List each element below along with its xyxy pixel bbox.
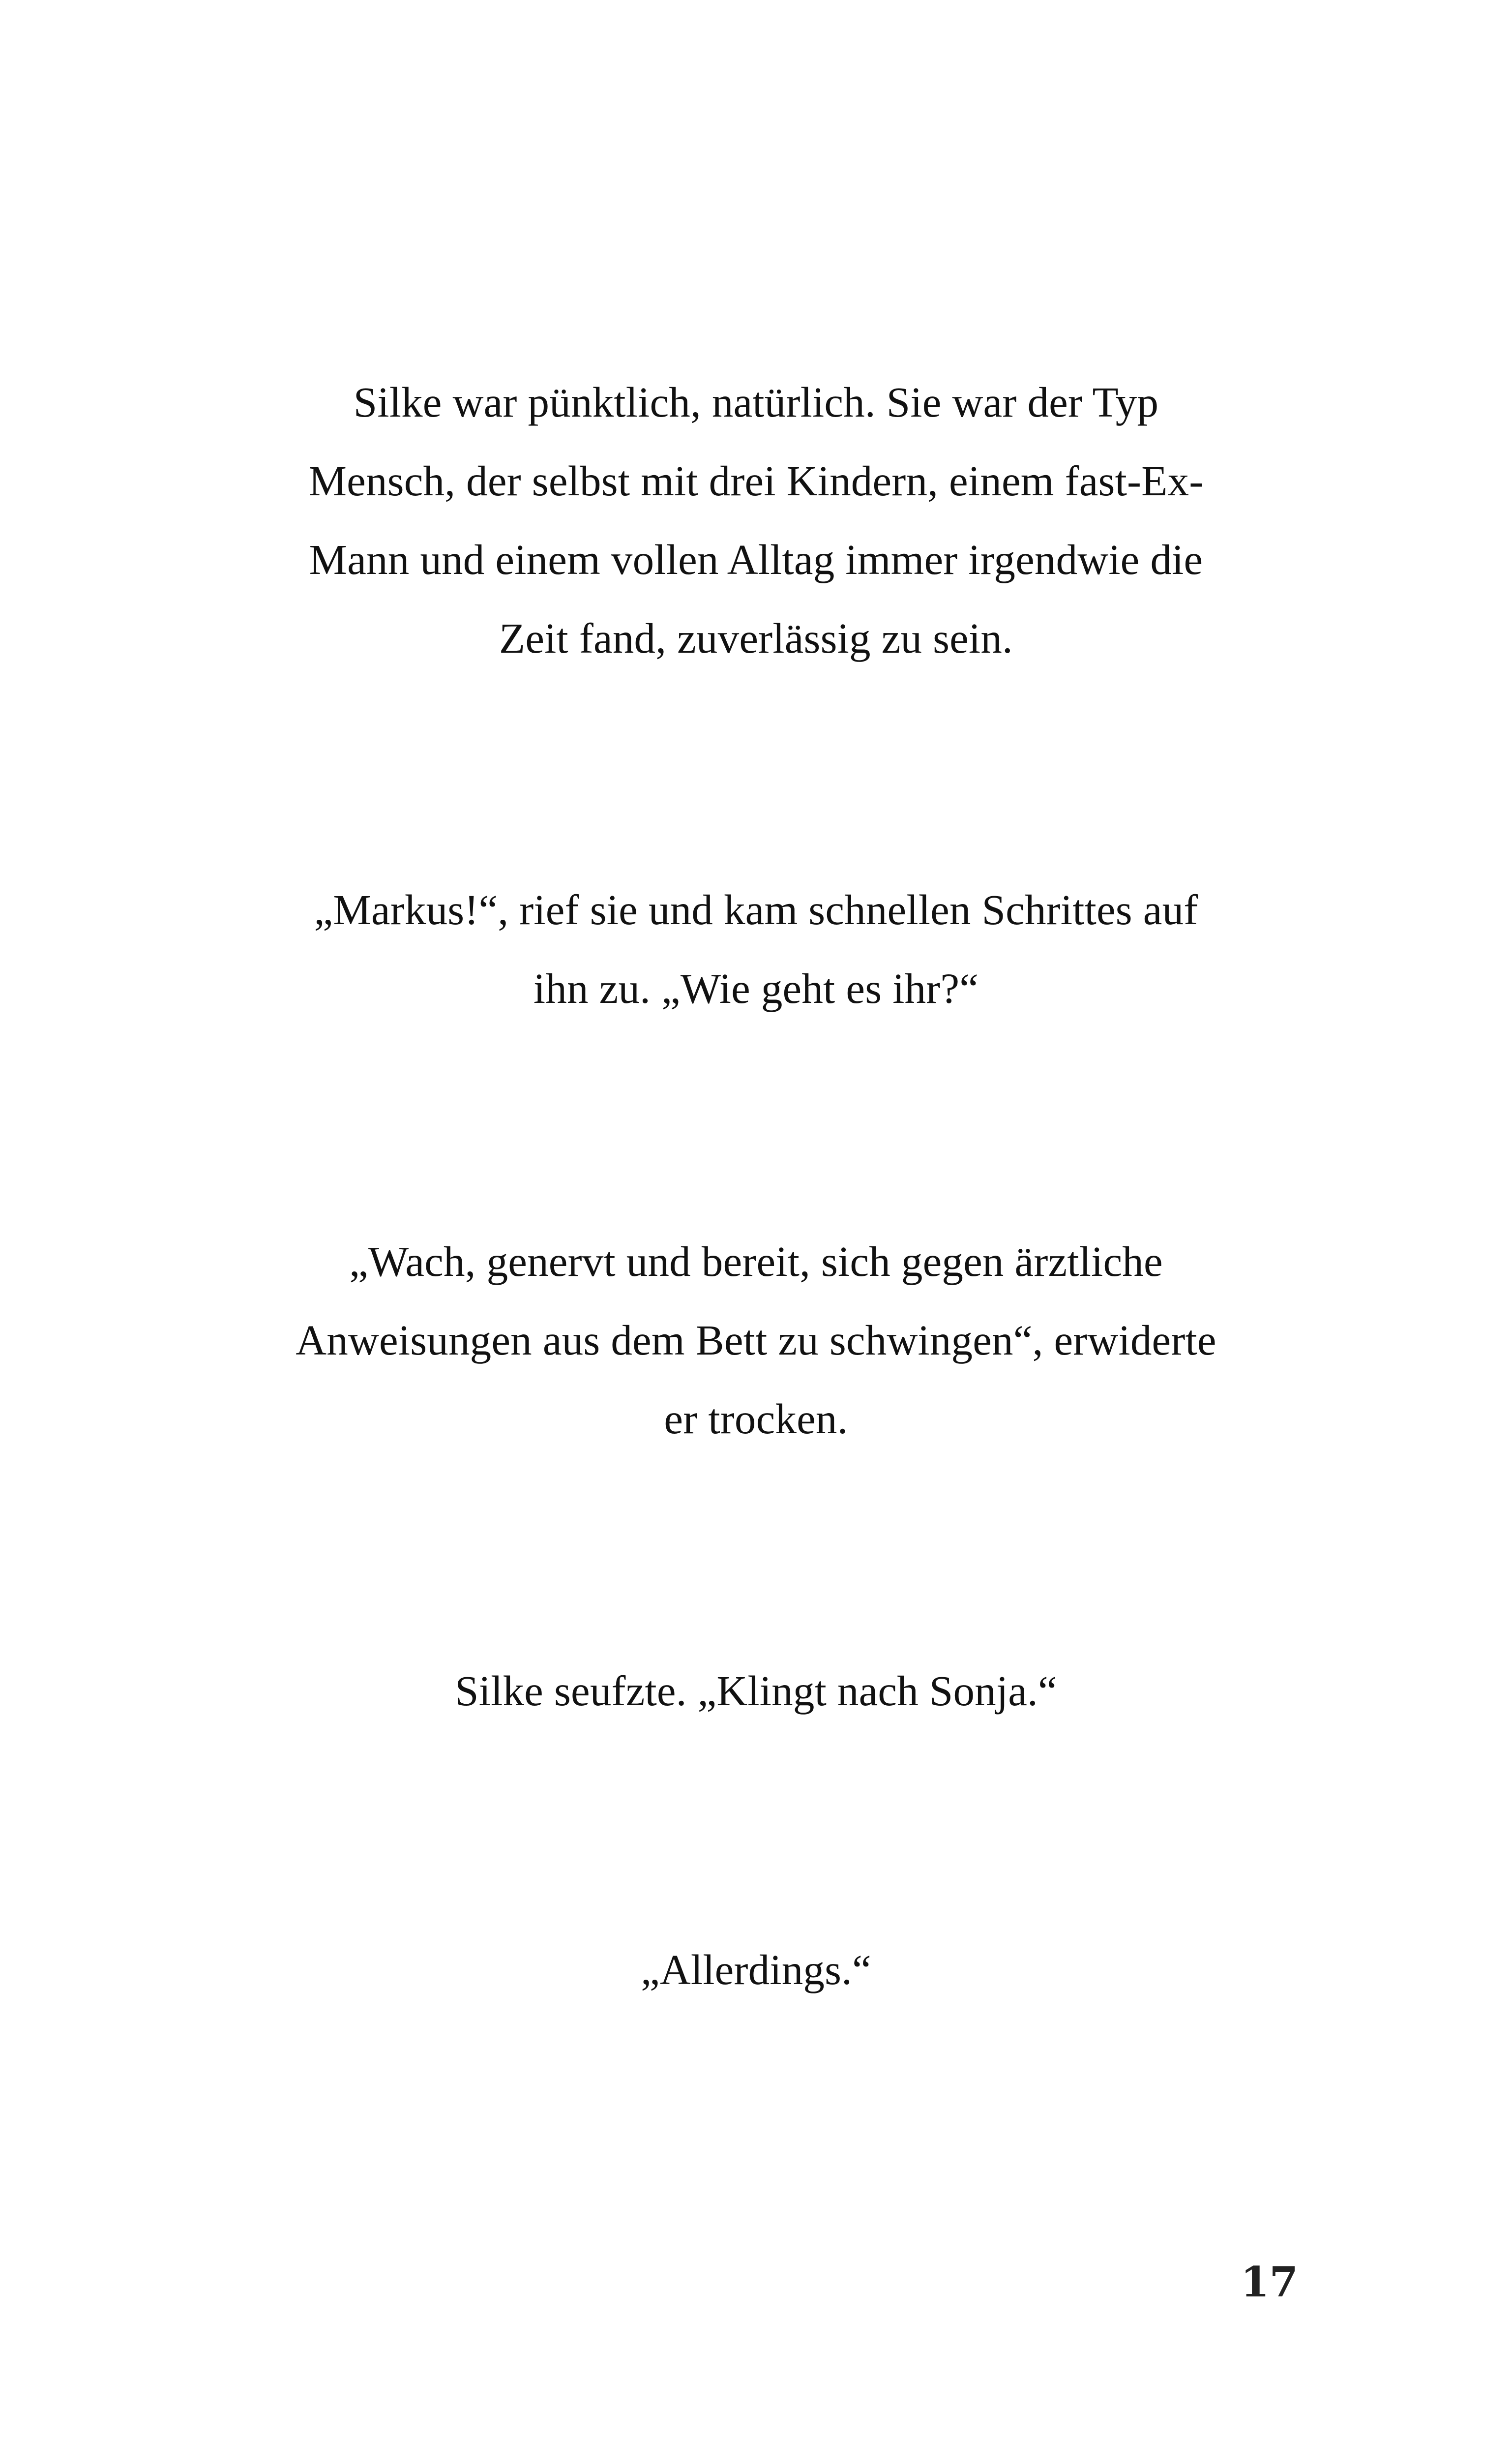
page-number: 17	[1241, 2258, 1298, 2306]
text-line: er trocken.	[664, 1395, 848, 1443]
paragraph-markus-reply	[270, 1222, 1242, 1458]
text-line: Mann und einem vollen Alltag immer irgendwie die	[309, 536, 1203, 583]
text-line: ihn zu. „Wie geht es ihr?“	[533, 965, 979, 1012]
paragraph-allerdings	[270, 1930, 1242, 2009]
paragraph-silke-punctual	[270, 363, 1242, 678]
text-line: Anweisungen aus dem Bett zu schwingen“, erwiderte	[296, 1316, 1216, 1364]
text-line: „Markus!“, rief sie und kam schnellen Schrittes auf	[314, 886, 1198, 934]
text-line: Mensch, der selbst mit drei Kindern, einem fast-Ex-	[308, 457, 1204, 505]
text-line: Zeit fand, zuverlässig zu sein.	[499, 614, 1013, 662]
text-line: „Allerdings.“	[641, 1946, 871, 1993]
paragraph-silke-sigh	[270, 1652, 1242, 1730]
text-line: Silke war pünktlich, natürlich. Sie war der Typ	[353, 378, 1159, 426]
paragraph-silke-greeting	[270, 871, 1242, 1028]
text-line: „Wach, genervt und bereit, sich gegen ärztliche	[349, 1237, 1163, 1285]
text-line: Silke seufzte. „Klingt nach Sonja.“	[455, 1667, 1057, 1715]
